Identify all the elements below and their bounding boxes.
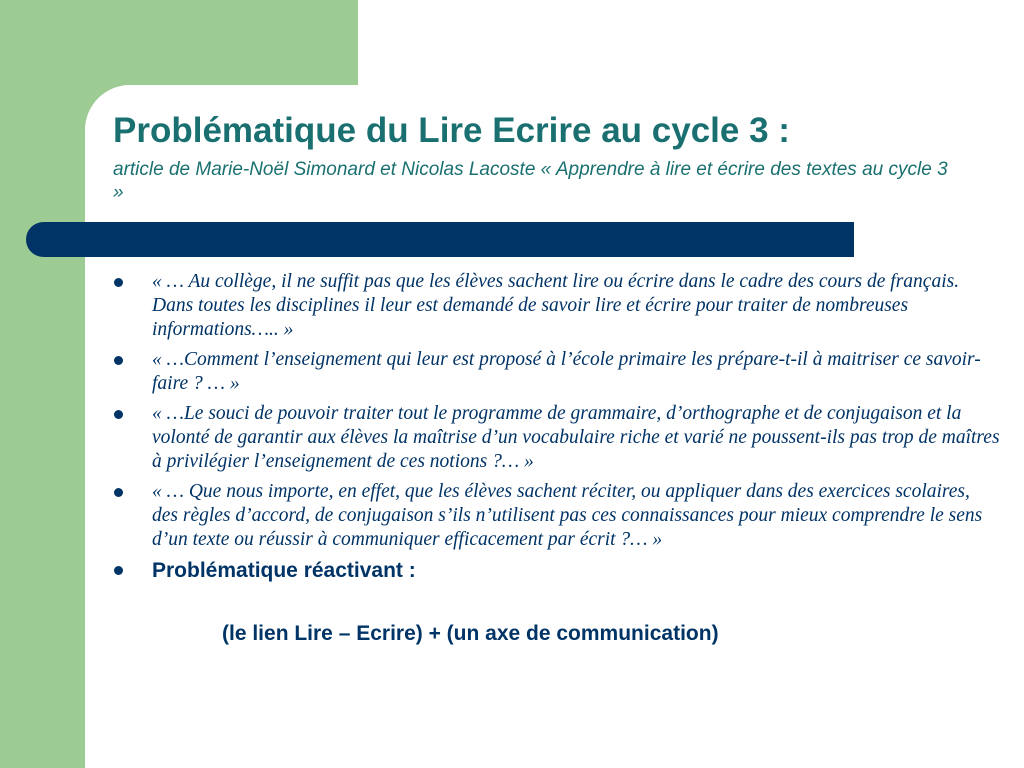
bullet-item	[110, 480, 1000, 552]
bullet-dot-icon	[114, 278, 123, 287]
quote-text: « …Le souci de pouvoir traiter tout le programme de grammaire, d’orthographe et de conjugaison et la volonté de garantir aux élèves la maîtrise d’un vocabulaire riche et varié ne poussent-ils pas trop de maîtres à privilégier l’enseignement de ces notions ?… »	[152, 403, 1000, 472]
quote-text: « … Que nous importe, en effet, que les élèves sachent réciter, ou appliquer dans des exercices scolaires, des règles d’accord, de conjugaison s’ils n’utilisent pas ces connaissances pour mieux comprendre le sens d’un texte ou réussir à communiquer efficacement par écrit ?… »	[152, 481, 983, 550]
bullet-item	[110, 558, 1000, 584]
quote-text: « …Comment l’enseignement qui leur est proposé à l’école primaire les prépare-t-il à maitriser ce savoir-faire ? … »	[152, 349, 981, 394]
slide-subtitle: article de Marie-Noël Simonard et Nicolas Lacoste « Apprendre à lire et écrire des textes au cycle 3 »	[113, 159, 948, 203]
bullet-list	[110, 270, 1000, 590]
problem-heading: Problématique réactivant :	[152, 559, 416, 582]
bullet-dot-icon	[114, 488, 123, 497]
bullet-dot-icon	[114, 566, 123, 575]
bullet-item	[110, 348, 1000, 396]
green-left-frame	[0, 0, 85, 768]
title-block	[113, 110, 993, 204]
problem-detail: (le lien Lire – Ecrire) + (un axe de communication)	[222, 622, 719, 645]
bullet-item	[110, 270, 1000, 342]
bullet-dot-icon	[114, 410, 123, 419]
bullet-item	[110, 402, 1000, 474]
slide-title: Problématique du Lire Ecrire au cycle 3 :	[113, 111, 790, 150]
quote-text: « … Au collège, il ne suffit pas que les élèves sachent lire ou écrire dans le cadre des cours de français. Dans toutes les disciplines il leur est demandé de savoir lire et écrire pour traiter de nombreuses informations….. »	[152, 271, 960, 340]
bullet-dot-icon	[114, 356, 123, 365]
decorative-bar	[26, 222, 854, 257]
